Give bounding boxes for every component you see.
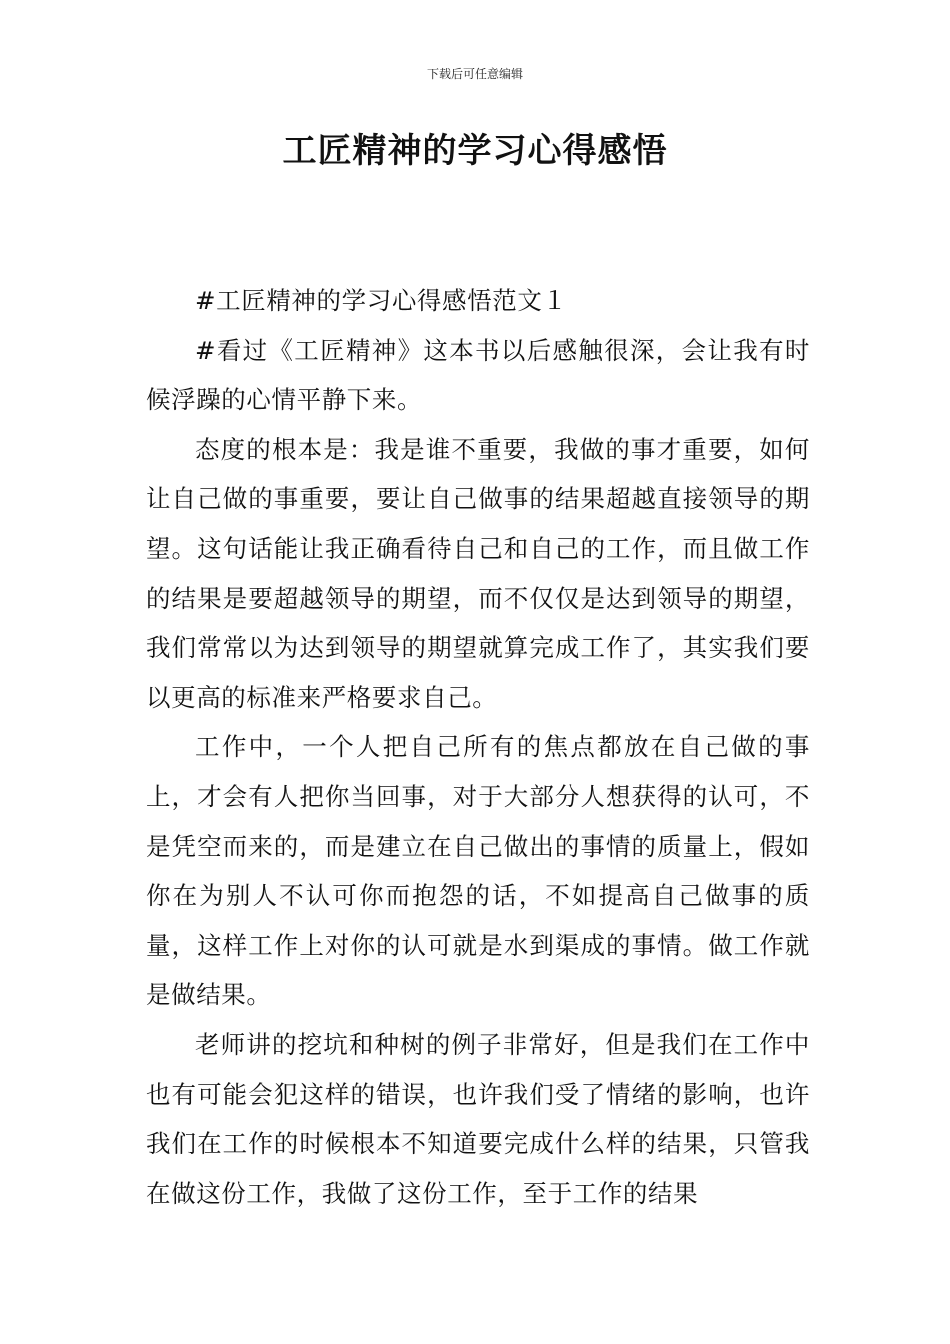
paragraph-focus: 工作中，一个人把自己所有的焦点都放在自己做的事上，才会有人把你当回事，对于大部分人想获得的认可，不是凭空而来的，而是建立在自己做出的事情的质量上，假如你在为别人不认可你而抱怨的话，不如提高自己做事的质量，这样工作上对你的认可就是水到渠成的事情。做工作就是做结果。 <box>146 732 810 1010</box>
page-header-note: 下载后可任意编辑 <box>426 67 523 81</box>
paragraph-heading: #工匠精神的学习心得感悟范文１ <box>195 286 568 315</box>
paragraph-example: 老师讲的挖坑和种树的例子非常好，但是我们在工作中也有可能会犯这样的错误，也许我们受了情绪的影响，也许我们在工作的时候根本不知道要完成什么样的结果，只管我在做这份工作，我做了这份工作，至于工作的结果 <box>146 1029 810 1208</box>
paragraph-intro: #看过《工匠精神》这本书以后感触很深，会让我有时候浮躁的心情平静下来。 <box>146 335 810 415</box>
paragraph-attitude: 态度的根本是：我是谁不重要，我做的事才重要，如何让自己做的事重要，要让自己做事的结果超越直接领导的期望。这句话能让我正确看待自己和自己的工作，而且做工作的结果是要超越领导的期望，而不仅仅是达到领导的期望，我们常常以为达到领导的期望就算完成工作了，其实我们要以更高的标准来严格要求自己。 <box>146 434 810 712</box>
document-body <box>146 276 810 1218</box>
document-title: 工匠精神的学习心得感悟 <box>282 131 668 171</box>
